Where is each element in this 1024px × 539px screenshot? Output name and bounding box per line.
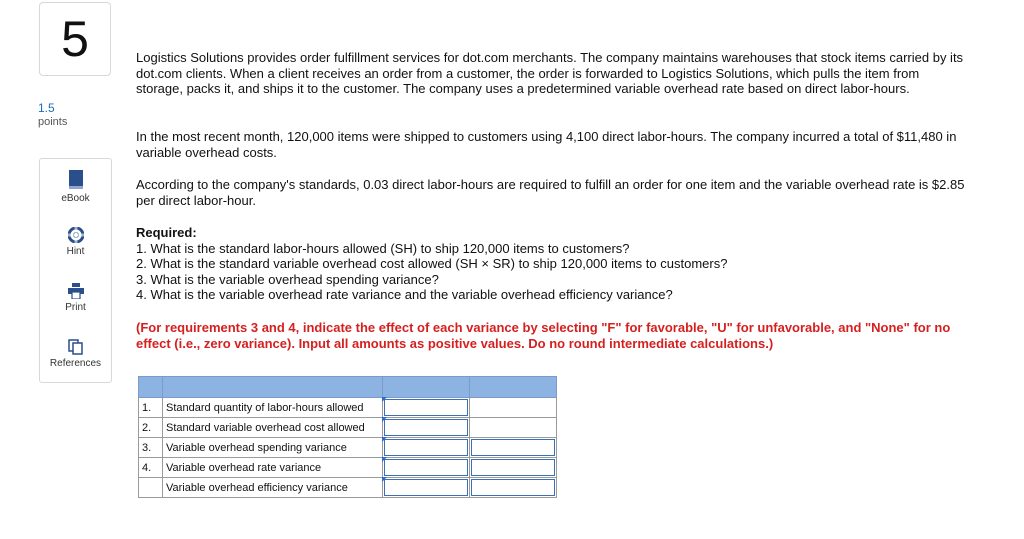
problem-paragraph-3: According to the company's standards, 0.03 direct labor-hours are required to fulfill an order for one item and the variable overhead rate is $2.85 per direct labor-hour. (136, 177, 965, 208)
required-item: 4. What is the variable overhead rate variance and the variable overhead efficiency variance? (136, 287, 673, 302)
row-number: 4. (139, 458, 163, 478)
book-icon (68, 170, 84, 190)
row-label: Standard variable overhead cost allowed (163, 418, 383, 438)
hint-label: Hint (66, 246, 85, 257)
required-section (136, 225, 727, 303)
problem-paragraph-1: Logistics Solutions provides order fulfillment services for dot.com merchants. The company maintains warehouses that stock items carried by its dot.com clients. When a client receives an order from a customer, the order is forwarded to Logistics Solutions, which pulls the item from storage, packs it, and ships it to the customer. The company uses a predetermined variable overhead rate based on direct labor-hours. (136, 50, 964, 96)
printer-icon (68, 283, 84, 299)
points-label: points (38, 116, 68, 128)
amount-input[interactable] (383, 398, 470, 418)
answer-table (138, 376, 557, 498)
documents-icon (68, 339, 84, 355)
effect-select[interactable] (470, 458, 557, 478)
row-number: 2. (139, 418, 163, 438)
amount-input[interactable] (383, 418, 470, 438)
effect-select[interactable] (470, 438, 557, 458)
table-row (139, 438, 557, 458)
references-button[interactable] (40, 339, 111, 369)
references-label: References (49, 358, 102, 369)
ebook-button[interactable] (40, 170, 111, 204)
required-item: 2. What is the standard variable overhead cost allowed (SH × SR) to ship 120,000 items to customers? (136, 256, 728, 271)
question-number: 5 (39, 2, 111, 76)
print-button[interactable] (40, 283, 111, 313)
required-item: 1. What is the standard labor-hours allowed (SH) to ship 120,000 items to customers? (136, 240, 630, 256)
row-number: 1. (139, 398, 163, 418)
instructions: (For requirements 3 and 4, indicate the effect of each variance by selecting "F" for favorable, "U" for unfavorable, and "None" for no effect (i.e., zero variance). Input all amounts as positive values. Do no round intermediate calculations.) (136, 320, 951, 351)
required-item: 3. What is the variable overhead spending variance? (136, 271, 439, 287)
print-label: Print (65, 302, 86, 313)
points-value: 1.5 (38, 101, 55, 115)
amount-input[interactable] (383, 438, 470, 458)
row-label: Variable overhead efficiency variance (163, 478, 383, 498)
table-row (139, 458, 557, 478)
amount-input[interactable] (383, 458, 470, 478)
tool-sidebar (39, 158, 112, 383)
effect-select[interactable] (470, 478, 557, 498)
ebook-label: eBook (61, 193, 90, 204)
amount-input[interactable] (383, 478, 470, 498)
row-label: Variable overhead spending variance (163, 438, 383, 458)
row-number: 3. (139, 438, 163, 458)
table-row (139, 478, 557, 498)
table-row (139, 398, 557, 418)
hint-button[interactable] (40, 227, 111, 257)
table-row (139, 418, 557, 438)
problem-paragraph-2: In the most recent month, 120,000 items were shipped to customers using 4,100 direct labor-hours. The company incurred a total of $11,480 in variable overhead costs. (136, 129, 957, 160)
lifebuoy-icon (68, 227, 84, 243)
row-number (139, 478, 163, 498)
required-title: Required: (136, 225, 197, 240)
row-label: Standard quantity of labor-hours allowed (163, 398, 383, 418)
table-header-row (139, 377, 557, 398)
row-label: Variable overhead rate variance (163, 458, 383, 478)
